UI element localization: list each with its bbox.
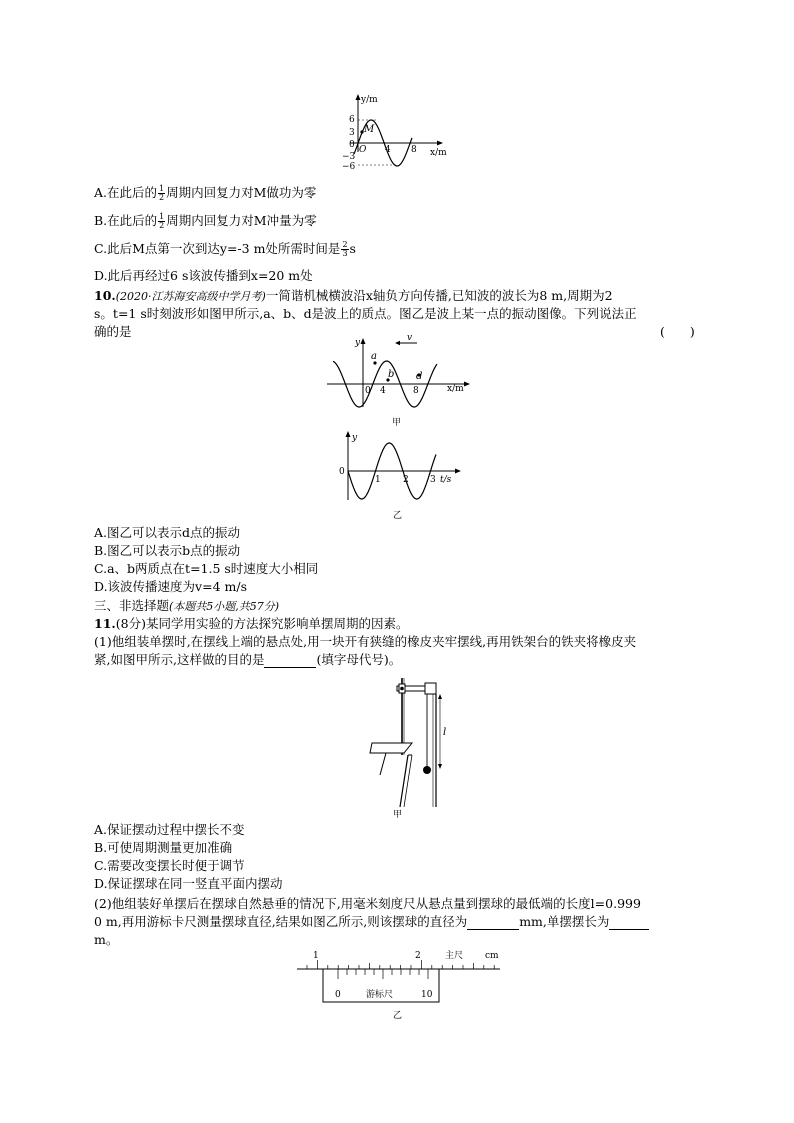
- answer-bracket: ( ): [660, 324, 695, 339]
- y-tick: 6: [349, 115, 355, 125]
- velocity-label: v: [407, 333, 413, 343]
- q11-option-a: A.保证摆动过程中摆长不变: [94, 822, 245, 837]
- q9-option-d: D.此后再经过6 s该波传播到x=20 m处: [94, 268, 313, 283]
- point-a-label: a: [371, 351, 377, 362]
- x-tick: O: [359, 145, 367, 155]
- main-scale-label: 主尺: [445, 951, 464, 961]
- y-axis-label: y/m: [361, 95, 378, 105]
- t-tick: 3: [430, 475, 436, 485]
- x-axis-label: x/m: [447, 384, 464, 394]
- y-tick: −6: [342, 162, 356, 172]
- main-scale-tick: 2: [415, 951, 421, 961]
- diameter-answer-blank[interactable]: [467, 917, 519, 930]
- figure-caption: 甲: [393, 810, 403, 820]
- x-tick: 4: [380, 386, 386, 396]
- q10-stem-line1: 10.(2020·江苏海安高级中学月考)一简谐机械横波沿x轴负方向传播,已知波的波长为8 m,周期为2: [94, 288, 613, 303]
- x-tick: 8: [413, 386, 419, 396]
- vernier-tick: 0: [335, 990, 341, 1000]
- length-answer-blank[interactable]: [609, 917, 649, 930]
- question-number: 10: [94, 288, 112, 303]
- q11-part2-line3: m。: [94, 932, 119, 947]
- q11-part2-line2: 0 m,再用游标卡尺测量摆球直径,结果如图乙所示,则该摆球的直径为 mm,单摆摆长为: [94, 914, 649, 930]
- q11-option-c: C.需要改变摆长时便于调节: [94, 858, 245, 873]
- x-axis-label: x/m: [430, 148, 447, 158]
- y-axis-label: y: [352, 433, 358, 443]
- figure-caption: 乙: [393, 1011, 403, 1021]
- vibration-figure-yi: [336, 428, 466, 520]
- q10-option-b: B.图乙可以表示b点的振动: [94, 543, 241, 558]
- q11-stem: 11.(8分)某同学用实验的方法探究影响单摆周期的因素。: [94, 616, 409, 631]
- q9-option-a: A.在此后的 $\frac{1}{2}$ 周期内回复力对M做功为零: [94, 184, 317, 202]
- x-tick: 8: [411, 145, 417, 155]
- x-axis-label: t/s: [440, 475, 452, 485]
- unit-label: cm: [485, 951, 499, 961]
- question-number: 11: [94, 616, 112, 631]
- x-tick: 0: [365, 386, 371, 396]
- wave-figure-jia: [325, 333, 475, 428]
- q11-part2-line1: (2)他组装好单摆后在摆球自然悬垂的情况下,用毫米刻度尺从悬点量到摆球的最低端的长度l=0.999: [94, 896, 641, 911]
- q11-part1-line1: (1)他组装单摆时,在摆线上端的悬点处,用一块开有狭缝的橡皮夹牢摆线,再用铁架台的铁夹将橡皮夹: [94, 634, 637, 649]
- x-tick: 4: [385, 145, 391, 155]
- y-tick: −3: [342, 152, 356, 162]
- figure-caption: 甲: [392, 418, 402, 428]
- origin-label: 0: [339, 467, 345, 477]
- point-d-label: d: [416, 371, 423, 382]
- vernier-caliper-figure: [295, 946, 505, 1022]
- question-source: (2020·江苏海安高级中学月考): [115, 290, 266, 303]
- q11-option-b: B.可使周期测量更加准确: [94, 840, 233, 855]
- y-tick: 3: [349, 128, 355, 138]
- q10-option-a: A.图乙可以表示d点的振动: [94, 525, 241, 540]
- section-heading: 三、非选择题(本题共5小题,共57分): [94, 598, 280, 613]
- t-tick: 1: [375, 475, 381, 485]
- q10-option-d: D.该波传播速度为v=4 m/s: [94, 579, 247, 594]
- pendulum-apparatus-figure: [370, 675, 460, 820]
- y-tick: 0: [349, 140, 355, 150]
- q10-stem-line3: 确的是: [94, 324, 132, 339]
- vernier-tick: 10: [421, 990, 433, 1000]
- length-label: l: [443, 727, 447, 738]
- y-axis-label: y: [355, 338, 361, 348]
- q11-part1-line2: 紧,如图甲所示,这样做的目的是 (填字母代号)。: [94, 652, 402, 667]
- point-b-label: b: [388, 369, 395, 380]
- vernier-scale-label: 游标尺: [366, 990, 394, 1000]
- wave-graph-figure: [340, 92, 460, 172]
- q9-option-b: B.在此后的 $\frac{1}{2}$ 周期内回复力对M冲量为零: [94, 212, 317, 230]
- q11-option-d: D.保证摆球在同一竖直平面内摆动: [94, 876, 283, 891]
- main-scale-tick: 1: [313, 951, 319, 961]
- figure-caption: 乙: [393, 511, 403, 521]
- point-m-label: M: [364, 124, 375, 135]
- q10-option-c: C.a、b两质点在t=1.5 s时速度大小相同: [94, 561, 319, 576]
- answer-blank[interactable]: [264, 655, 316, 668]
- q10-stem-line2: s。t=1 s时刻波形如图甲所示,a、b、d是波上的质点。图乙是波上某一点的振动图像。下列说法正: [94, 306, 637, 321]
- t-tick: 2: [403, 475, 409, 485]
- q9-option-c: C.此后M点第一次到达y=-3 m处所需时间是 $\frac{2}{3}$ s: [94, 240, 356, 258]
